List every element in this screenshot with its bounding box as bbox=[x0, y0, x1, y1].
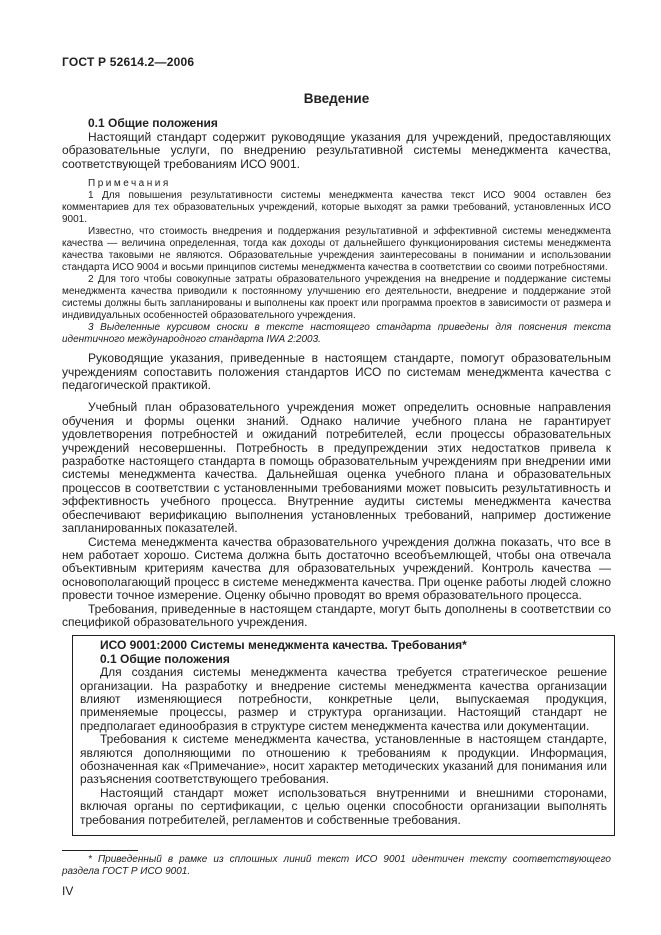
intro-paragraph-1: Настоящий стандарт содержит руководящие указания для учреждений, предоставляющих образовательные услуги, по внедрению результативной системы менеджмента качества, соответствующей требованиям ИСО 9001. bbox=[62, 130, 611, 171]
note-2: 2 Для того чтобы совокупные затраты образовательного учреждения на внедрение и поддержание системы менеджмента качества приводили к постоянному улучшению его деятельности, внедрение и поддержание этой системы должны быть запланированы и выполнены как проект или программа проектов в зависимости от размера и индивидуальных особенностей образовательного учреждения. bbox=[62, 274, 611, 322]
note-1: 1 Для повышения результативности системы менеджмента качества текст ИСО 9004 оставлен без комментариев для тех образовательных учреждений, которые выходят за рамки требований, установленных ИСО 9001. bbox=[62, 190, 611, 226]
document-code-header: ГОСТ Р 52614.2—2006 bbox=[62, 55, 195, 69]
notes-block bbox=[62, 178, 611, 346]
intro-paragraph-5: Требования, приведенные в настоящем стандарте, могут быть дополнены в соответствии со спецификой образовательного учреждения. bbox=[62, 601, 611, 629]
iso-box-subheading: 0.1 Общие положения bbox=[100, 651, 230, 666]
intro-paragraph-3: Учебный план образовательного учреждения может определить основные направления обучения и формы оценки знаний. Однако наличие учебного плана не гарантирует удовлетворения потребностей и ожиданий потребителей, если процессы образовательных учреждений несовершенны. Потребность в предупреждении этих недостатков привела к разработке настоящего стандарта в помощь образовательным учреждениям при внедрении ими системы менеджмента качества. Дальнейшая оценка учебного плана и образовательных процессов в соответствии с установленными требованиями может повысить результативность и эффективность учебного процесса. Внутренние аудиты системы менеджмента качества обеспечивают верификацию выполнения установленных требований, например достижение запланированных показателей. bbox=[62, 400, 611, 536]
page-number: IV bbox=[62, 884, 74, 899]
footnote-separator bbox=[62, 850, 138, 851]
iso-box-paragraph-2: Требования к системе менеджмента качества, установленные в настоящем стандарте, являются дополняющими по отношению к требованиям к продукции. Информация, обозначенная как «Примечание», носит характер методических указаний для понимания или разъяснения соответствующего требования. bbox=[80, 732, 607, 787]
iso-box-paragraph-3: Настоящий стандарт может использоваться внутренними и внешними сторонами, включая органы по сертификации, с целью оценки способности организации выполнять требования потребителей, регламентов и собственные требования. bbox=[80, 785, 607, 827]
intro-paragraph-4: Система менеджмента качества образовательного учреждения должна показать, что все в нем работает хорошо. Система должна быть достаточно всеобъемлющей, чтобы она отвечала объективным критериям качества для образовательных учреждений. Контроль качества — основополагающий процесс в системе менеджмента качества. При оценке работы людей сложно провести точное измерение. Оценку обычно проводят во время образовательного процесса. bbox=[62, 534, 611, 603]
iso-box-paragraph-1: Для создания системы менеджмента качества требуется стратегическое решение организации. На разработку и внедрение системы менеджмента качества организации влияют изменяющиеся потребности, конкретные цели, выпускаемая продукция, применяемые процессы, размер и структура организации. Настоящий стандарт не предполагает единообразия в структуре систем менеджмента качества или документации. bbox=[80, 665, 607, 733]
page-content bbox=[62, 55, 611, 898]
page-title: Введение bbox=[303, 91, 370, 106]
notes-label: Примечания bbox=[88, 178, 171, 190]
note-3-italic: 3 Выделенные курсивом сноски в тексте настоящего стандарта приведены для пояснения текста идентичного международного стандарта IWA 2:2003. bbox=[62, 322, 611, 346]
intro-paragraph-2: Руководящие указания, приведенные в настоящем стандарте, помогут образовательным учреждениям сопоставить положения стандартов ИСО по системам менеджмента качества с педагогической практикой. bbox=[62, 351, 611, 393]
note-1-continuation: Известно, что стоимость внедрения и поддержания результативной и эффективной системы менеджмента качества — величина определенная, тогда как доходы от дальнейшего функционирования системы менеджмента качества таковыми не являются. Образовательные учреждения заинтересованы в понимании и использовании стандарта ИСО 9004 и восьми принципов системы менеджмента качества в соответствии со своими потребностями. bbox=[62, 226, 611, 274]
iso-9001-quote-box bbox=[72, 635, 615, 836]
section-heading-0-1: 0.1 Общие положения bbox=[88, 116, 218, 130]
footnote-text: * Приведенный в рамке из сплошных линий текст ИСО 9001 идентичен тексту соответствующего раздела ГОСТ Р ИСО 9001. bbox=[62, 854, 611, 878]
iso-box-heading: ИСО 9001:2000 Системы менеджмента качества. Требования* bbox=[100, 638, 467, 653]
